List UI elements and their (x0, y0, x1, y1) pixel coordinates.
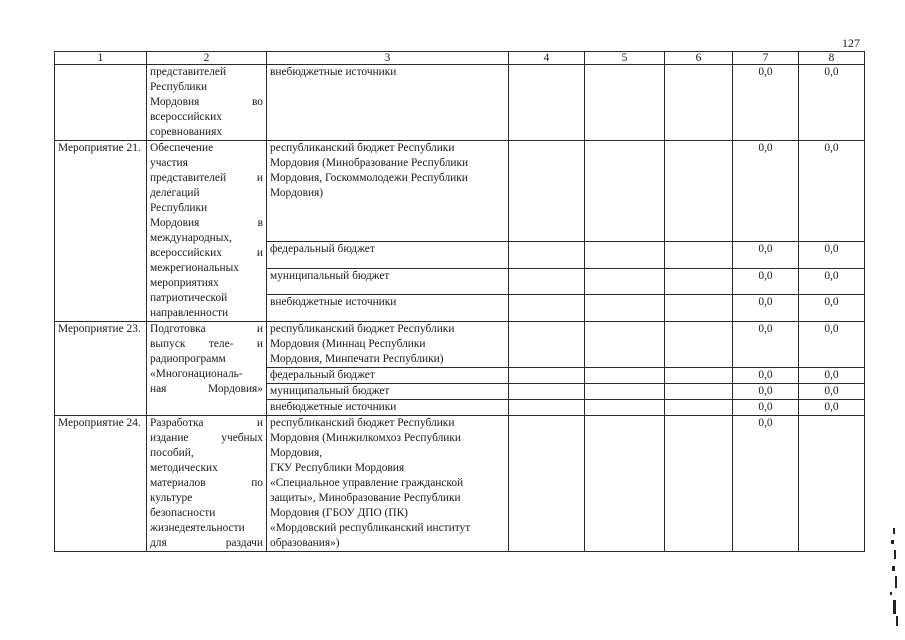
funding-source-line: внебюджетные источники (270, 66, 397, 78)
empty-cell (585, 141, 665, 242)
description-line: всероссийских и (150, 247, 263, 259)
funding-source-cell (267, 65, 509, 141)
description-line: Разработка и (150, 417, 263, 429)
value-cell-col8: 0,0 (799, 400, 865, 416)
description-line: направленности (150, 307, 229, 319)
empty-cell (509, 400, 585, 416)
empty-cell (665, 322, 733, 368)
funding-source-cell (267, 384, 509, 400)
funding-source-line: защиты», Минобразование Республики (270, 492, 461, 504)
empty-cell (585, 322, 665, 368)
empty-cell (585, 400, 665, 416)
description-line: межрегиональных (150, 262, 239, 274)
value-cell-col7: 0,0 (733, 322, 799, 368)
column-header-row (55, 52, 865, 65)
table-body (55, 52, 865, 552)
value-cell-col8: 0,0 (799, 268, 865, 295)
empty-cell (665, 242, 733, 269)
table-row (55, 65, 865, 141)
empty-cell (585, 384, 665, 400)
description-line: радиопрограмм (150, 353, 226, 365)
page-number: 127 (842, 36, 860, 50)
description-line: материалов по (150, 477, 263, 489)
funding-source-line: ГКУ Республики Мордовия (270, 462, 405, 474)
value-cell-col8: 0,0 (799, 384, 865, 400)
funding-source-line: Мордовия (Миннац Республики (270, 338, 426, 350)
description-line: делегаций (150, 187, 200, 199)
funding-source-line: федеральный бюджет (270, 243, 375, 256)
value-cell-col8: 0,0 (799, 368, 865, 384)
value-cell-col8: 0,0 (799, 65, 865, 141)
description-line: Республики (150, 202, 208, 214)
empty-cell (665, 368, 733, 384)
empty-cell (585, 268, 665, 295)
event-cell (55, 65, 147, 141)
value-cell-col7: 0,0 (733, 242, 799, 269)
value-cell-col7: 0,0 (733, 400, 799, 416)
value-cell-col8: 0,0 (799, 242, 865, 269)
event-cell (55, 141, 147, 322)
funding-source-line: муниципальный бюджет (270, 269, 390, 282)
funding-source-cell (267, 141, 509, 242)
funding-source-line: Мордовия) (270, 187, 324, 199)
description-cell (147, 322, 267, 416)
description-line: безопасности (150, 507, 216, 519)
funding-source-line: внебюджетные источники (270, 296, 397, 309)
column-header: 3 (267, 52, 509, 65)
column-header: 1 (55, 52, 147, 65)
funding-source-line: образования») (270, 537, 340, 549)
empty-cell (665, 141, 733, 242)
empty-cell (509, 65, 585, 141)
funding-source-cell (267, 295, 509, 322)
funding-source-line: федеральный бюджет (270, 369, 375, 381)
funding-source-line: Мордовия, Госкоммолодежи Республики (270, 172, 468, 184)
empty-cell (585, 368, 665, 384)
description-line: участия (150, 157, 188, 169)
value-cell-col7: 0,0 (733, 268, 799, 295)
column-header: 6 (665, 52, 733, 65)
column-header: 4 (509, 52, 585, 65)
description-line: Мордовия во (150, 96, 263, 108)
funding-source-line: Мордовия (Минжилкомхоз Республики (270, 432, 461, 444)
empty-cell (585, 242, 665, 269)
description-line: выпуск теле- и (150, 338, 263, 350)
funding-source-cell (267, 400, 509, 416)
column-header: 8 (799, 52, 865, 65)
empty-cell (509, 368, 585, 384)
description-line: методических (150, 462, 218, 474)
column-header: 2 (147, 52, 267, 65)
description-line: ная Мордовия» (150, 383, 263, 395)
value-cell-col8: 0,0 (799, 141, 865, 242)
funding-source-cell (267, 322, 509, 368)
funding-source-line: Мордовия, Минпечати Республики) (270, 353, 444, 365)
empty-cell (585, 65, 665, 141)
value-cell-col7: 0,0 (733, 65, 799, 141)
description-line: представителей и (150, 172, 263, 184)
description-line: патриотической (150, 292, 228, 304)
description-line: издание учебных (150, 432, 263, 444)
description-line: международных, (150, 232, 232, 244)
column-header: 7 (733, 52, 799, 65)
description-line: пособий, (150, 447, 194, 459)
empty-cell (509, 384, 585, 400)
description-cell (147, 416, 267, 552)
description-line: Подготовка и (150, 323, 263, 335)
value-cell-col7: 0,0 (733, 384, 799, 400)
funding-source-line: «Специальное управление гражданской (270, 477, 464, 489)
description-cell (147, 141, 267, 322)
value-cell-col7: 0,0 (733, 368, 799, 384)
funding-source-line: Мордовия (ГБОУ ДПО (ПК) (270, 507, 408, 519)
value-cell-col7: 0,0 (733, 416, 799, 552)
description-line: культуре (150, 492, 193, 504)
funding-source-cell (267, 368, 509, 384)
funding-source-cell (267, 416, 509, 552)
column-header: 5 (585, 52, 665, 65)
funding-source-cell (267, 268, 509, 295)
description-line: жизнедеятельности (150, 522, 245, 534)
funding-source-cell (267, 242, 509, 269)
value-cell-col7: 0,0 (733, 141, 799, 242)
empty-cell (509, 268, 585, 295)
description-line: всероссийских (150, 111, 222, 123)
scan-edge-mark (884, 520, 900, 630)
table-row (55, 416, 865, 552)
empty-cell (509, 416, 585, 552)
empty-cell (665, 295, 733, 322)
value-cell-col8: 0,0 (799, 295, 865, 322)
empty-cell (509, 322, 585, 368)
table-row (55, 322, 865, 368)
event-label: Мероприятие 24. (58, 417, 141, 429)
empty-cell (665, 268, 733, 295)
description-line: Республики (150, 81, 208, 93)
funding-source-line: Мордовия, (270, 447, 323, 459)
description-line: для раздачи (150, 537, 263, 549)
table-row (55, 141, 865, 242)
funding-source-line: республиканский бюджет Республики (270, 142, 455, 154)
budget-table (54, 51, 865, 552)
empty-cell (665, 384, 733, 400)
description-line: соревнованиях (150, 126, 223, 138)
empty-cell (665, 400, 733, 416)
event-cell (55, 322, 147, 416)
value-cell-col7: 0,0 (733, 295, 799, 322)
funding-source-line: муниципальный бюджет (270, 385, 390, 397)
empty-cell (509, 295, 585, 322)
value-cell-col8 (799, 416, 865, 552)
empty-cell (665, 416, 733, 552)
event-cell (55, 416, 147, 552)
funding-source-line: внебюджетные источники (270, 401, 397, 413)
description-line: Мордовия в (150, 217, 263, 229)
empty-cell (509, 242, 585, 269)
description-line: Обеспечение (150, 142, 214, 154)
empty-cell (585, 295, 665, 322)
empty-cell (509, 141, 585, 242)
empty-cell (585, 416, 665, 552)
event-label: Мероприятие 23. (58, 323, 141, 335)
funding-source-line: республиканский бюджет Республики (270, 417, 455, 429)
description-cell (147, 65, 267, 141)
funding-source-line: «Мордовский республиканский институт (270, 522, 471, 534)
description-line: «Многонациональ- (150, 368, 243, 380)
description-line: мероприятиях (150, 277, 219, 289)
empty-cell (665, 65, 733, 141)
funding-source-line: Мордовия (Минобразование Республики (270, 157, 469, 169)
description-line: представителей (150, 66, 227, 78)
funding-source-line: республиканский бюджет Республики (270, 323, 455, 335)
event-label: Мероприятие 21. (58, 142, 141, 154)
value-cell-col8: 0,0 (799, 322, 865, 368)
